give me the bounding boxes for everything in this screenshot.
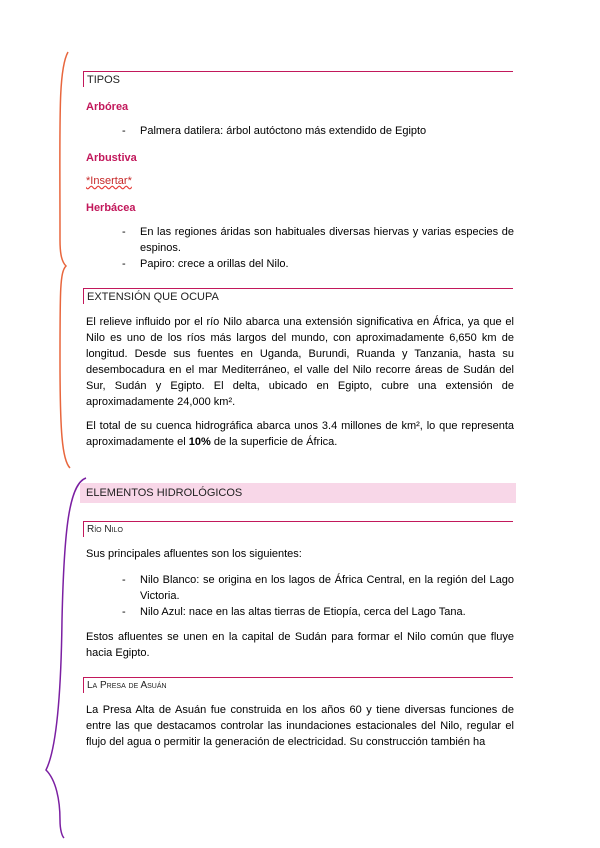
list-item: - Nilo Blanco: se origina en los lagos de África Central, en la región del Lago Victoria.	[122, 574, 514, 602]
tipos-heading: TIPOS	[83, 71, 513, 87]
rio-outro: Estos afluentes se unen en la capital de Sudán para formar el Nilo común que fluye hacia Egipto.	[86, 631, 514, 659]
elementos-heading: ELEMENTOS HIDROLÓGICOS	[86, 487, 243, 499]
arborea-heading: Arbórea	[86, 101, 129, 113]
extension-heading: EXTENSIÓN QUE OCUPA	[83, 288, 513, 304]
extension-paragraph-1: El relieve influido por el río Nilo abarca una extensión significativa en África, ya que el Nilo es uno de los ríos más largos del mundo, con aproximadamente 6,650 km de longitud. Desde sus fuentes en Uganda, Burundi, Ruanda y Tanzania, hasta su desembocadura en el mar Mediterráneo, el valle del Nilo recorre áreas de Sudán del Sur, Sudán y Egipto. El delta, ubicado en Egipto, cubre una extensión de aproximadamente 24,000 km².	[86, 316, 514, 408]
insert-placeholder: *Insertar*	[86, 175, 132, 187]
presa-paragraph: La Presa Alta de Asuán fue construida en los años 60 y tiene diversas funciones de entre las que destacamos controlar las inundaciones estacionales del Nilo, regular el flujo del agua o permitir la generación de electricidad. Su construcción también ha	[86, 704, 514, 748]
list-item: - En las regiones áridas son habituales diversas hiervas y varias especies de espinos.	[122, 226, 514, 254]
orange-brace-annotation	[40, 40, 80, 480]
extension-paragraph-2: El total de su cuenca hidrográfica abarca unos 3.4 millones de km², lo que representa aproximadamente el 10% de la superficie de África.	[86, 420, 514, 448]
arbustiva-heading: Arbustiva	[86, 152, 137, 164]
herbacea-heading: Herbácea	[86, 202, 136, 214]
presa-heading: La Presa de Asuán	[83, 677, 513, 693]
rio-intro: Sus principales afluentes son los siguientes:	[86, 548, 302, 560]
rio-nilo-heading: Río Nilo	[83, 521, 513, 537]
